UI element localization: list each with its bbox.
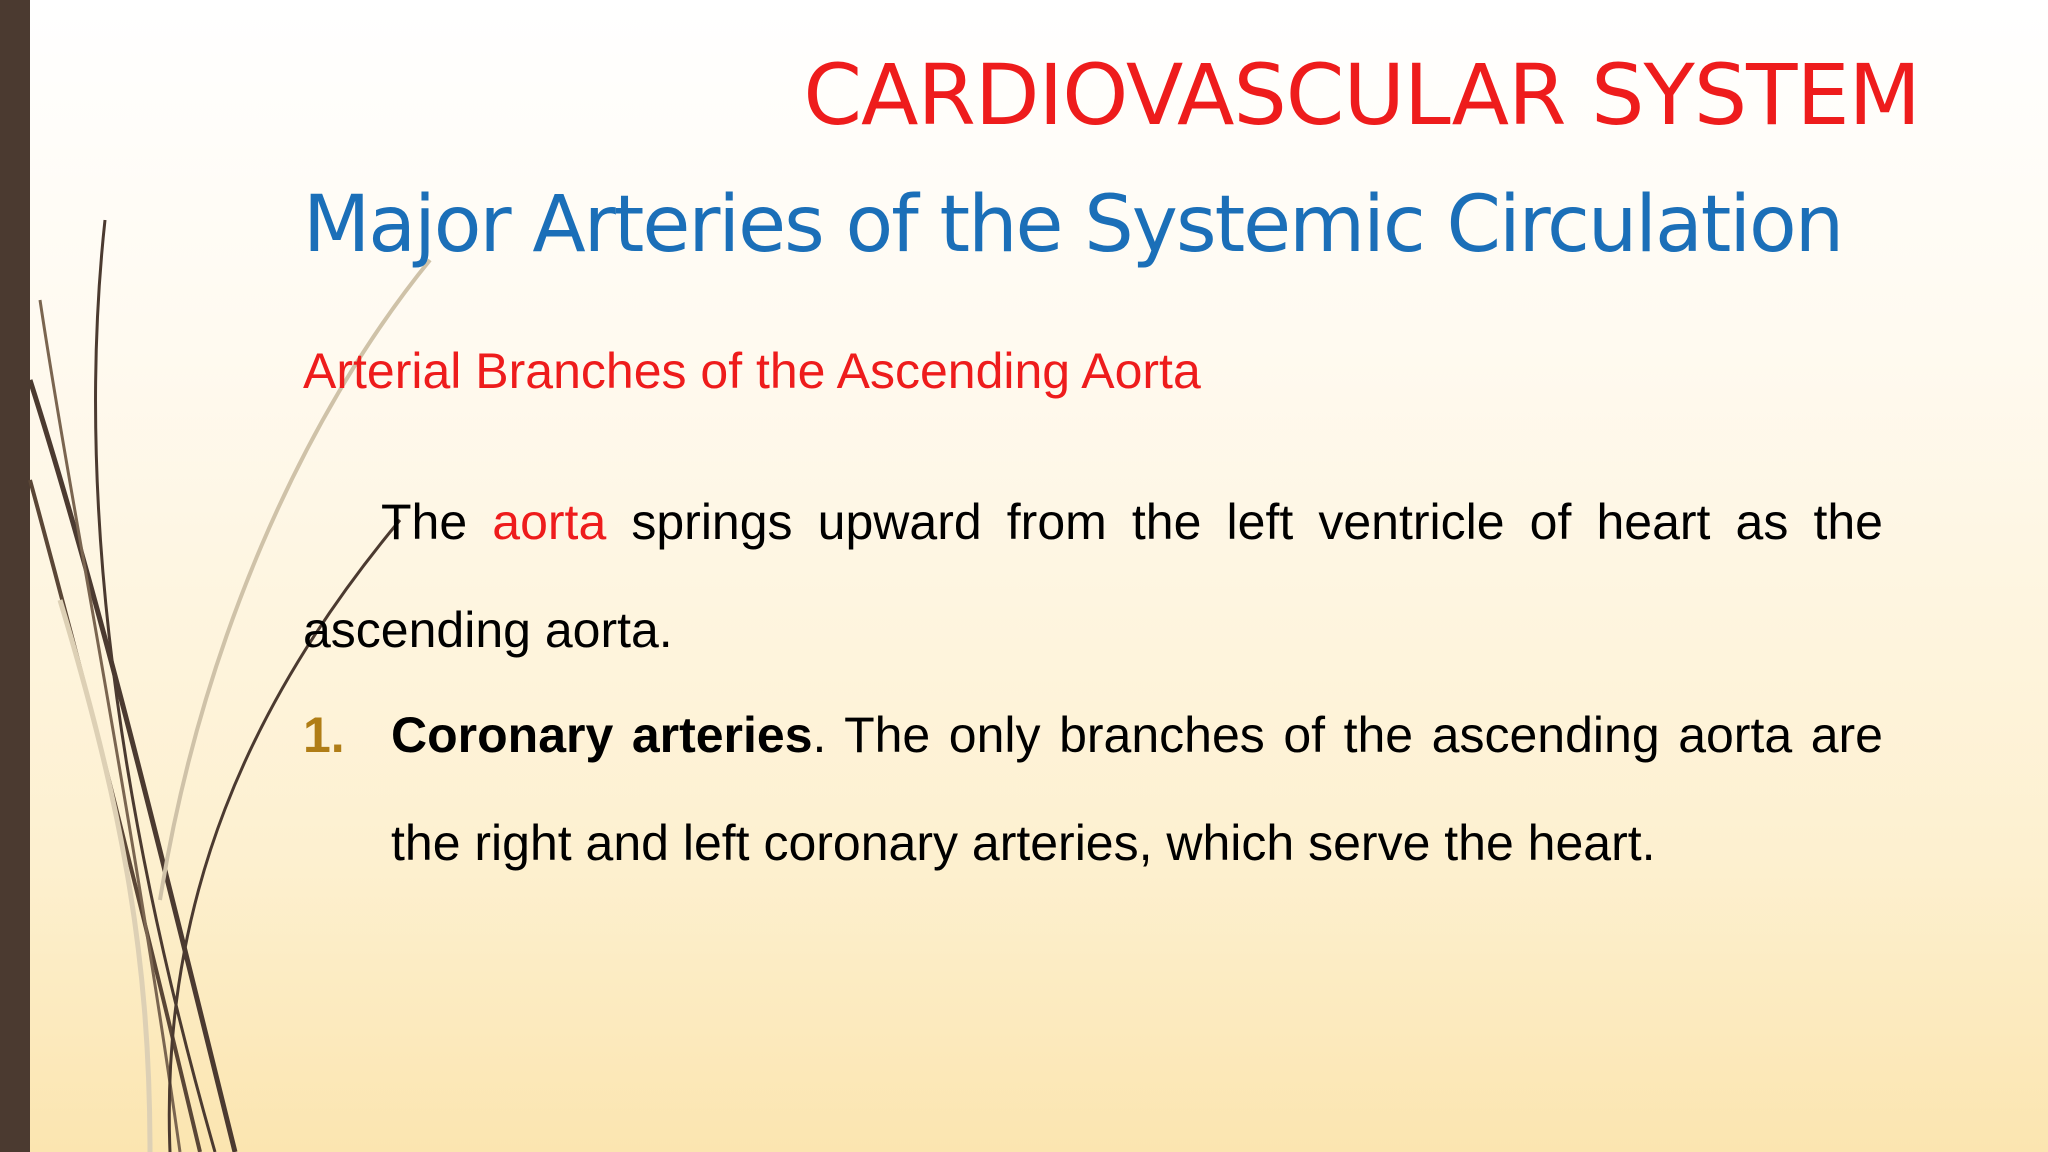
aorta-highlight: aorta (492, 494, 607, 550)
list-item (303, 681, 1883, 897)
list-number: 1. (303, 707, 345, 763)
numbered-list (303, 681, 1883, 897)
left-decorative-bar (0, 0, 30, 1152)
list-text: . The only branches of the ascending aorta are the right and left coronary arteries, which serve the heart. (391, 707, 1883, 871)
intro-text-before: The (381, 494, 493, 550)
intro-text-after: springs upward from the left ventricle of heart as the ascending aorta. (303, 494, 1883, 658)
section-heading: Arterial Branches of the Ascending Aorta (303, 343, 1201, 399)
list-term: Coronary arteries (391, 707, 813, 763)
slide-subtitle: Major Arteries of the Systemic Circulation (303, 180, 1843, 270)
slide-title: CARDIOVASCULAR SYSTEM (803, 46, 1920, 144)
intro-paragraph (303, 468, 1883, 684)
